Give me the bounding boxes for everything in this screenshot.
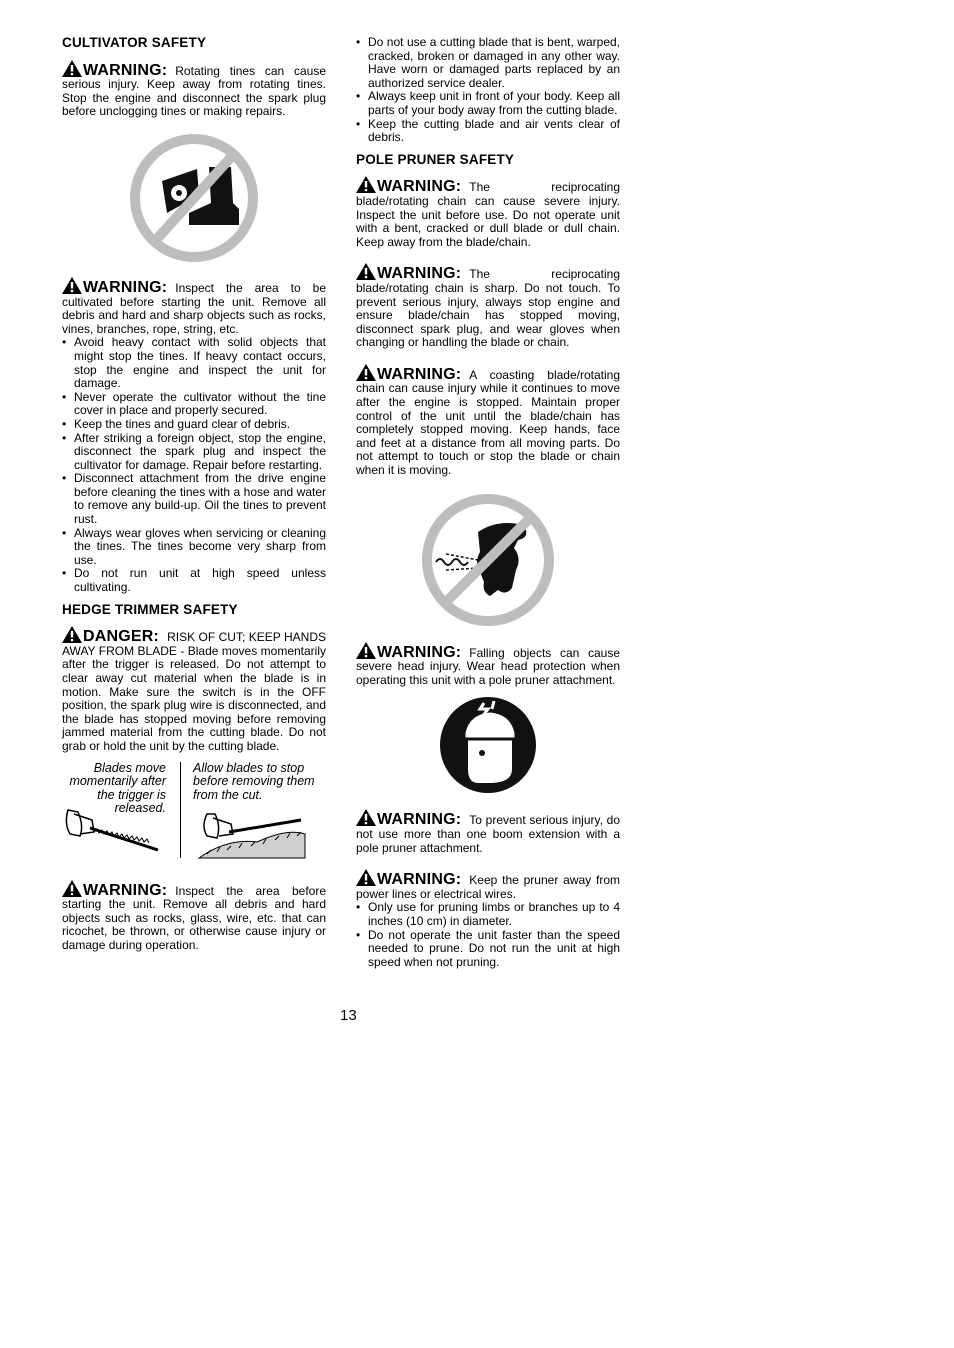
- warning-triangle-icon: [62, 880, 82, 897]
- warning-triangle-icon: [356, 364, 376, 381]
- pole-warning-3: [356, 364, 620, 478]
- page-number: 13: [340, 1007, 357, 1024]
- list-item: • Do not use a cutting blade that is bent, warped, cracked, broken or damaged in any other way. Have worn or damaged parts replaced by an authorized service dealer.: [356, 36, 620, 90]
- list-item: • Disconnect attachment from the drive engine before cleaning the tines with a hose and water to remove any build-up. Oil the tines to prevent rust.: [62, 472, 326, 526]
- warning-triangle-icon: [62, 60, 82, 77]
- hedge-trimmer-icon: [62, 806, 160, 856]
- hedge-danger: [62, 626, 326, 753]
- head-protection-icon: [438, 695, 538, 795]
- hedge-trimmer-safety-heading: HEDGE TRIMMER SAFETY: [62, 601, 238, 617]
- warning-label: WARNING:: [377, 871, 462, 889]
- pole-warning-1: [356, 176, 620, 249]
- warning-text: Falling objects can cause severe head injury. Wear head protection when operating this unit with a pole pruner attachment.: [356, 645, 620, 687]
- left-column: [62, 36, 326, 953]
- warning-label: WARNING:: [377, 811, 462, 829]
- warning-label: WARNING:: [377, 365, 462, 383]
- danger-text: RISK OF CUT; KEEP HANDS AWAY FROM BLADE - Blade moves momentarily after the trigger is released. Do not attempt to clear away cut material when the blade is in motion. Make sure the switch is in the OFF position, the spark plug wire is disconnected, and the blade has stopped moving before removing jammed material from the cutting blade. Do not grab or hold the unit by the cutting blade.: [62, 630, 326, 753]
- warning-text: Keep the pruner away from power lines or electrical wires.: [356, 873, 620, 901]
- cutting-blade-bullet-list: [356, 36, 620, 145]
- list-item: • Only use for pruning limbs or branches up to 4 inches (10 cm) in diameter.: [356, 901, 620, 928]
- danger-label: DANGER:: [83, 628, 160, 646]
- warning-triangle-icon: [356, 869, 376, 886]
- warning-text: Inspect the area to be cultivated before starting the unit. Remove all debris and hard and sharp objects such as rocks, vines, branches, rope, string, etc.: [62, 280, 326, 336]
- warning-triangle-icon: [356, 176, 376, 193]
- cultivator-warning-1: [62, 60, 326, 119]
- warning-label: WARNING:: [377, 265, 462, 283]
- pole-warning-2: [356, 263, 620, 350]
- list-item: • Keep the tines and guard clear of debris.: [62, 418, 326, 432]
- list-item: • Always wear gloves when servicing or cleaning the tines. The tines become very sharp from use.: [62, 527, 326, 568]
- caption-blades-move: Blades move momentarily after the trigger is released.: [69, 760, 166, 816]
- cultivator-warning-2: [62, 277, 326, 336]
- hedge-cutting-icon: [197, 808, 309, 860]
- warning-text: The reciprocating blade/rotating chain can cause severe injury. Inspect the unit before use. Do not operate unit with a bent, cracked or dull blade or dull chain. Keep away from the blade/chain.: [356, 180, 620, 249]
- hedge-warning: [62, 880, 326, 953]
- list-item: • Avoid heavy contact with solid objects that might stop the tines. If heavy contact occurs, stop the engine and inspect the unit for damage.: [62, 336, 326, 390]
- pole-warning-4: [356, 642, 620, 688]
- cultivator-bullet-list: [62, 336, 326, 594]
- right-column: [356, 36, 620, 969]
- warning-text: Inspect the area before starting the unit. Remove all debris and hard objects such as rocks, glass, wire, etc. that can ricochet, be thrown, or otherwise cause injury or damage during operation.: [62, 883, 326, 952]
- warning-triangle-icon: [62, 626, 82, 643]
- cultivator-safety-heading: CULTIVATOR SAFETY: [62, 35, 207, 50]
- pruning-bullet-list: [356, 901, 620, 969]
- warning-triangle-icon: [356, 809, 376, 826]
- pole-warning-5: [356, 809, 620, 855]
- hedge-trimmer-figures: [62, 762, 326, 858]
- pole-pruner-safety-heading: POLE PRUNER SAFETY: [356, 151, 515, 167]
- warning-label: WARNING:: [83, 881, 168, 899]
- pole-warning-6: [356, 869, 620, 901]
- warning-triangle-icon: [62, 277, 82, 294]
- no-hands-near-chain-icon: [418, 492, 558, 628]
- warning-label: WARNING:: [83, 278, 168, 296]
- list-item: • Always keep unit in front of your body. Keep all parts of your body away from the cutting blade.: [356, 90, 620, 117]
- no-feet-near-tines-icon: [127, 133, 261, 263]
- list-item: • Keep the cutting blade and air vents clear of debris.: [356, 118, 620, 145]
- warning-text: A coasting blade/rotating chain can cause injury while it continues to move after the engine is stopped. Maintain proper control of the unit until the blade/chain has completely stopped moving. Keep hands, face and feet at a distance from all moving parts. Do not attempt to touch or stop the blade or chain when it is moving.: [356, 367, 620, 478]
- list-item: • Do not run unit at high speed unless cultivating.: [62, 567, 326, 594]
- warning-text: Rotating tines can cause serious injury. Keep away from rotating tines. Stop the engine and disconnect the spark plug before unclogging tines or making repairs.: [62, 63, 326, 119]
- list-item: • Never operate the cultivator without the tine cover in place and properly secured.: [62, 391, 326, 418]
- warning-label: WARNING:: [377, 178, 462, 196]
- list-item: • Do not operate the unit faster than the speed needed to prune. Do not run the unit at high speed when not pruning.: [356, 929, 620, 970]
- warning-label: WARNING:: [83, 61, 168, 79]
- warning-label: WARNING:: [377, 643, 462, 661]
- list-item: • After striking a foreign object, stop the engine, disconnect the spark plug and inspect the cultivator for damage. Repair before restarting.: [62, 432, 326, 473]
- warning-text: To prevent serious injury, do not use more than one boom extension with a pole pruner attachment.: [356, 813, 620, 855]
- warning-triangle-icon: [356, 263, 376, 280]
- caption-allow-blades-stop: Allow blades to stop before removing them from the cut.: [193, 760, 315, 802]
- warning-triangle-icon: [356, 642, 376, 659]
- warning-text: The reciprocating blade/rotating chain is sharp. Do not touch. To prevent serious injury, always stop engine and ensure blade/chain has stopped moving, disconnect spark plug, and wear gloves when changing or handling the blade or chain.: [356, 267, 620, 350]
